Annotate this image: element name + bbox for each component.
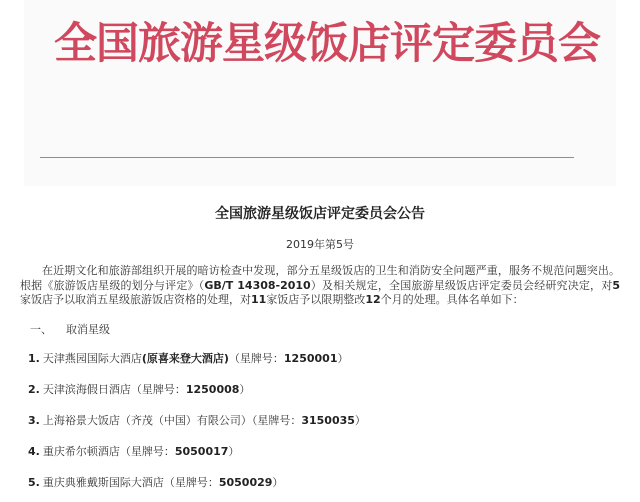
item-extra: (原喜来登大酒店) bbox=[141, 352, 229, 365]
item-name: 天津燕园国际大酒店 bbox=[42, 352, 142, 365]
list-item bbox=[28, 381, 250, 397]
item-num: 4. bbox=[28, 445, 40, 458]
count: 12 bbox=[365, 293, 381, 306]
item-close: ） bbox=[337, 352, 349, 365]
list-item bbox=[28, 474, 283, 490]
text: 家饭店予以限期整改 bbox=[266, 293, 366, 306]
item-num: 3. bbox=[28, 414, 40, 427]
item-close: ） bbox=[228, 445, 240, 458]
item-code: 1250008 bbox=[185, 383, 240, 396]
letterhead-divider bbox=[40, 157, 574, 158]
count: 11 bbox=[251, 293, 267, 306]
item-name: 天津滨海假日酒店 bbox=[42, 383, 131, 396]
list-item bbox=[28, 412, 366, 428]
item-close: ） bbox=[239, 383, 251, 396]
item-name: 上海裕景大饭店（齐茂（中国）有限公司） bbox=[42, 414, 252, 427]
item-code: 5050029 bbox=[218, 476, 273, 489]
item-code: 5050017 bbox=[174, 445, 229, 458]
item-num: 2. bbox=[28, 383, 40, 396]
item-close: ） bbox=[354, 414, 366, 427]
item-label: （星牌号： bbox=[119, 445, 175, 458]
section-heading bbox=[30, 321, 110, 337]
item-label: （星牌号： bbox=[228, 352, 284, 365]
item-num: 5. bbox=[28, 476, 40, 489]
item-code: 3150035 bbox=[301, 414, 355, 427]
item-name: 重庆希尔顿酒店 bbox=[42, 445, 120, 458]
item-num: 1. bbox=[28, 352, 40, 365]
item-label: （星牌号： bbox=[130, 383, 186, 396]
item-close: ） bbox=[272, 476, 284, 489]
item-code: 1250001 bbox=[283, 352, 338, 365]
letterhead-title: 全国旅游星级饭店评定委员会 bbox=[54, 19, 600, 69]
item-label: （星牌号： bbox=[251, 414, 302, 427]
list-item bbox=[28, 350, 348, 366]
count: 5 bbox=[612, 278, 621, 292]
standard-code: GB/T 14308-2010 bbox=[204, 278, 311, 292]
item-label: （星牌号： bbox=[163, 476, 219, 489]
list-item bbox=[28, 443, 239, 459]
text: ）及相关规定，全国旅游星级饭店评定委员会经研究决定，对 bbox=[310, 278, 613, 292]
item-name: 重庆典雅戴斯国际大酒店 bbox=[42, 476, 164, 489]
section-number: 一、 bbox=[30, 323, 52, 336]
intro-paragraph bbox=[20, 264, 620, 308]
text: 家饭店予以取消五星级旅游饭店资格的处理，对 bbox=[20, 293, 251, 306]
section-label: 取消星级 bbox=[66, 323, 110, 336]
letterhead-image bbox=[24, 0, 616, 186]
document-title: 全国旅游星级饭店评定委员会公告 bbox=[215, 206, 425, 222]
document-number: 2019年第5号 bbox=[286, 238, 354, 251]
text: 个月的处理。具体名单如下： bbox=[380, 293, 524, 306]
text: 在近期文化和旅游部组织开展的暗访检查中发现，部分五星级饭店的卫生和消防安全问题严重，服务不规范问题突出。根据《旅游饭店星级的划分与评定》（ bbox=[20, 264, 620, 292]
